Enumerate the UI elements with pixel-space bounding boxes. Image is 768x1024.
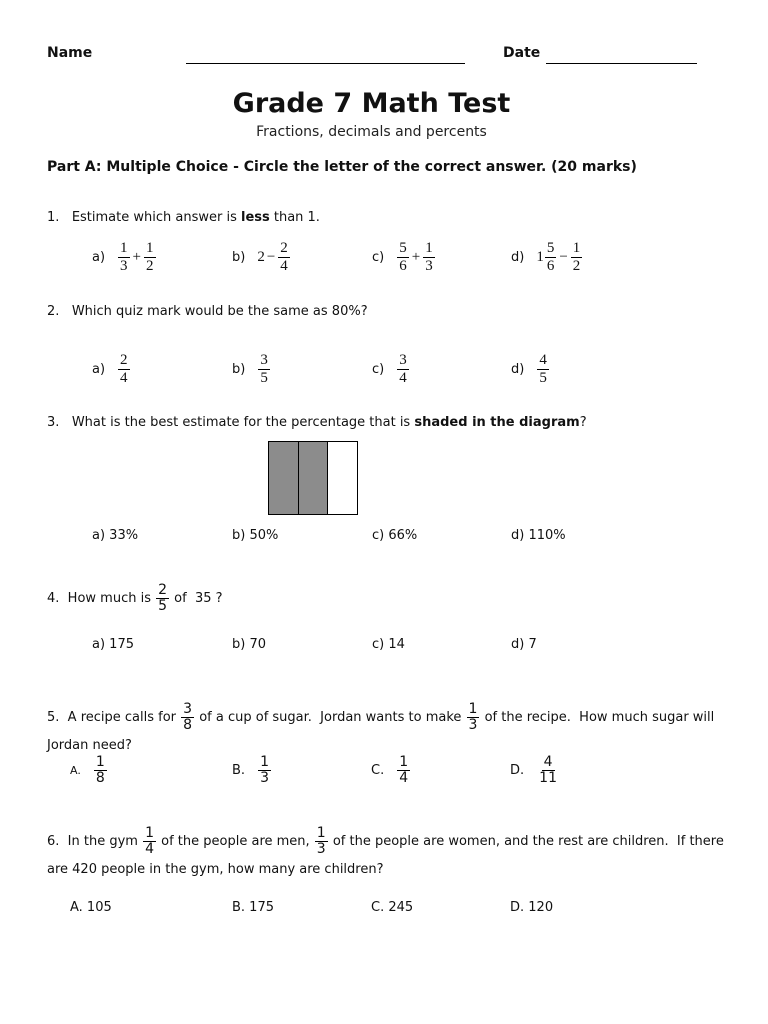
- question-number: 2.: [47, 304, 60, 319]
- fraction: [181, 702, 194, 734]
- fraction: [423, 240, 435, 274]
- q5-option-c[interactable]: [371, 755, 411, 787]
- q5-option-a[interactable]: [70, 755, 108, 787]
- fraction: [118, 240, 130, 274]
- numerator: 1: [425, 240, 433, 256]
- question-emphasis: less: [240, 210, 270, 225]
- question-6: [47, 826, 724, 858]
- operator: −: [559, 248, 568, 265]
- operator: −: [266, 248, 276, 265]
- denominator: 4: [399, 369, 407, 386]
- fraction: [397, 352, 409, 386]
- q2-option-a[interactable]: [92, 352, 131, 386]
- question-2: [47, 304, 368, 319]
- denominator: 11: [539, 770, 557, 787]
- q1-option-d[interactable]: [511, 240, 583, 274]
- numerator: 2: [280, 240, 288, 256]
- question-text: of the people are men,: [157, 834, 314, 850]
- question-emphasis: shaded in the diagram: [414, 415, 580, 430]
- question-1: [47, 210, 320, 225]
- option-label: a): [92, 361, 106, 377]
- q4-option-c[interactable]: c) 14: [372, 637, 405, 652]
- question-text: Which quiz mark would be the same as 80%?: [71, 304, 368, 319]
- denominator: 4: [280, 257, 288, 274]
- numerator: 1: [260, 754, 269, 770]
- q1-option-b[interactable]: [232, 240, 291, 274]
- denominator: 4: [399, 770, 409, 787]
- q5-option-d[interactable]: [510, 755, 560, 787]
- fraction: [258, 755, 271, 787]
- q4-option-d[interactable]: d) 7: [511, 637, 537, 652]
- date-field[interactable]: [546, 63, 697, 64]
- q3-option-b[interactable]: b) 50%: [232, 528, 279, 543]
- option-label: b): [232, 361, 246, 377]
- option-label: b): [232, 249, 246, 265]
- q6-option-a[interactable]: A. 105: [70, 900, 112, 915]
- fraction: [94, 755, 107, 787]
- numerator: 1: [95, 754, 105, 770]
- option-label: c): [372, 361, 385, 377]
- denominator: 2: [572, 257, 581, 274]
- name-field[interactable]: [186, 63, 465, 64]
- question-text: of 35 ?: [170, 591, 223, 607]
- question-text: of the recipe. How much sugar will: [480, 710, 715, 726]
- operator: +: [132, 248, 142, 265]
- denominator: 4: [120, 369, 128, 386]
- fraction: [545, 240, 557, 274]
- part-a-instructions: Part A: Multiple Choice - Circle the letter of the correct answer. (20 marks): [47, 159, 637, 175]
- question-6-continued: are 420 people in the gym, how many are children?: [47, 862, 384, 877]
- numerator: 4: [539, 352, 547, 368]
- whole-number: 1: [536, 248, 544, 265]
- question-5: [47, 702, 714, 734]
- q3-option-d[interactable]: d) 110%: [511, 528, 566, 543]
- date-label: Date: [503, 45, 541, 61]
- numerator: 5: [399, 240, 407, 256]
- question-4: [47, 583, 223, 615]
- question-number: 4.: [47, 591, 60, 607]
- fraction: [397, 755, 410, 787]
- fraction: [143, 826, 156, 858]
- fraction: [144, 240, 156, 274]
- operator: +: [411, 248, 421, 265]
- numerator: 1: [316, 825, 326, 841]
- numerator: 1: [145, 825, 155, 841]
- numerator: 3: [183, 701, 193, 717]
- q2-option-c[interactable]: [372, 352, 410, 386]
- numerator: 1: [120, 240, 128, 256]
- numerator: 3: [260, 352, 268, 368]
- denominator: 3: [425, 257, 433, 274]
- option-label: c): [372, 249, 385, 265]
- numerator: 3: [399, 352, 407, 368]
- question-text: In the gym: [67, 834, 143, 850]
- numerator: 1: [572, 240, 581, 256]
- shaded-bar-diagram: [268, 441, 358, 515]
- diagram-shaded-part: [299, 442, 329, 514]
- option-label: d): [511, 249, 525, 265]
- q6-option-b[interactable]: B. 175: [232, 900, 274, 915]
- denominator: 4: [145, 841, 155, 858]
- q2-option-d[interactable]: [511, 352, 550, 386]
- denominator: 3: [120, 257, 128, 274]
- question-text: How much is: [67, 591, 156, 607]
- q6-option-c[interactable]: C. 245: [371, 900, 414, 915]
- numerator: 1: [468, 701, 478, 717]
- fraction: [118, 352, 130, 386]
- q1-option-c[interactable]: [372, 240, 436, 274]
- q1-option-a[interactable]: [92, 240, 157, 274]
- q4-option-b[interactable]: b) 70: [232, 637, 266, 652]
- question-text: than 1.: [269, 210, 320, 225]
- denominator: 6: [546, 257, 555, 274]
- numerator: 5: [546, 240, 555, 256]
- question-number: 3.: [47, 415, 60, 430]
- question-3: [47, 415, 587, 430]
- fraction: [571, 240, 583, 274]
- diagram-unshaded-part: [328, 442, 357, 514]
- denominator: 6: [399, 257, 407, 274]
- q5-option-b[interactable]: [232, 755, 272, 787]
- whole-number: 2: [257, 248, 265, 265]
- question-number: 1.: [47, 210, 60, 225]
- numerator: 2: [158, 582, 168, 598]
- fraction: [467, 702, 480, 734]
- question-text: What is the best estimate for the percentage that is: [71, 415, 415, 430]
- q4-option-a[interactable]: a) 175: [92, 637, 134, 652]
- diagram-shaded-part: [269, 442, 299, 514]
- denominator: 5: [158, 598, 168, 615]
- fraction: [397, 240, 409, 274]
- option-label: B.: [232, 763, 246, 779]
- denominator: 5: [260, 369, 268, 386]
- fraction: [278, 240, 290, 274]
- denominator: 3: [468, 717, 478, 734]
- denominator: 5: [539, 369, 547, 386]
- fraction: [537, 352, 549, 386]
- question-text: of a cup of sugar. Jordan wants to make: [195, 710, 466, 726]
- fraction: [258, 352, 270, 386]
- fraction: [315, 826, 328, 858]
- question-number: 5.: [47, 710, 60, 726]
- question-text: of the people are women, and the rest are children. If there: [328, 834, 724, 850]
- numerator: 1: [399, 754, 409, 770]
- page-subtitle: Fractions, decimals and percents: [256, 124, 487, 140]
- q3-option-c[interactable]: c) 66%: [372, 528, 418, 543]
- q6-option-d[interactable]: D. 120: [510, 900, 554, 915]
- question-number: 6.: [47, 834, 60, 850]
- denominator: 3: [260, 770, 269, 787]
- option-label: A.: [70, 764, 81, 778]
- question-text: ?: [579, 415, 587, 430]
- page-title: Grade 7 Math Test: [232, 88, 511, 119]
- option-label: C.: [371, 763, 385, 779]
- fraction: [537, 755, 559, 787]
- option-label: D.: [510, 763, 525, 779]
- question-text: A recipe calls for: [67, 710, 181, 726]
- numerator: 2: [120, 352, 128, 368]
- numerator: 1: [146, 240, 154, 256]
- question-5-continued: Jordan need?: [47, 738, 132, 753]
- question-text: Estimate which answer is: [71, 210, 241, 225]
- q2-option-b[interactable]: [232, 352, 271, 386]
- numerator: 4: [543, 754, 553, 770]
- denominator: 8: [95, 770, 105, 787]
- fraction: [156, 583, 169, 615]
- name-label: Name: [47, 45, 93, 61]
- denominator: 8: [183, 717, 193, 734]
- option-label: d): [511, 361, 525, 377]
- option-label: a): [92, 249, 106, 265]
- q3-option-a[interactable]: a) 33%: [92, 528, 139, 543]
- denominator: 2: [146, 257, 154, 274]
- denominator: 3: [316, 841, 326, 858]
